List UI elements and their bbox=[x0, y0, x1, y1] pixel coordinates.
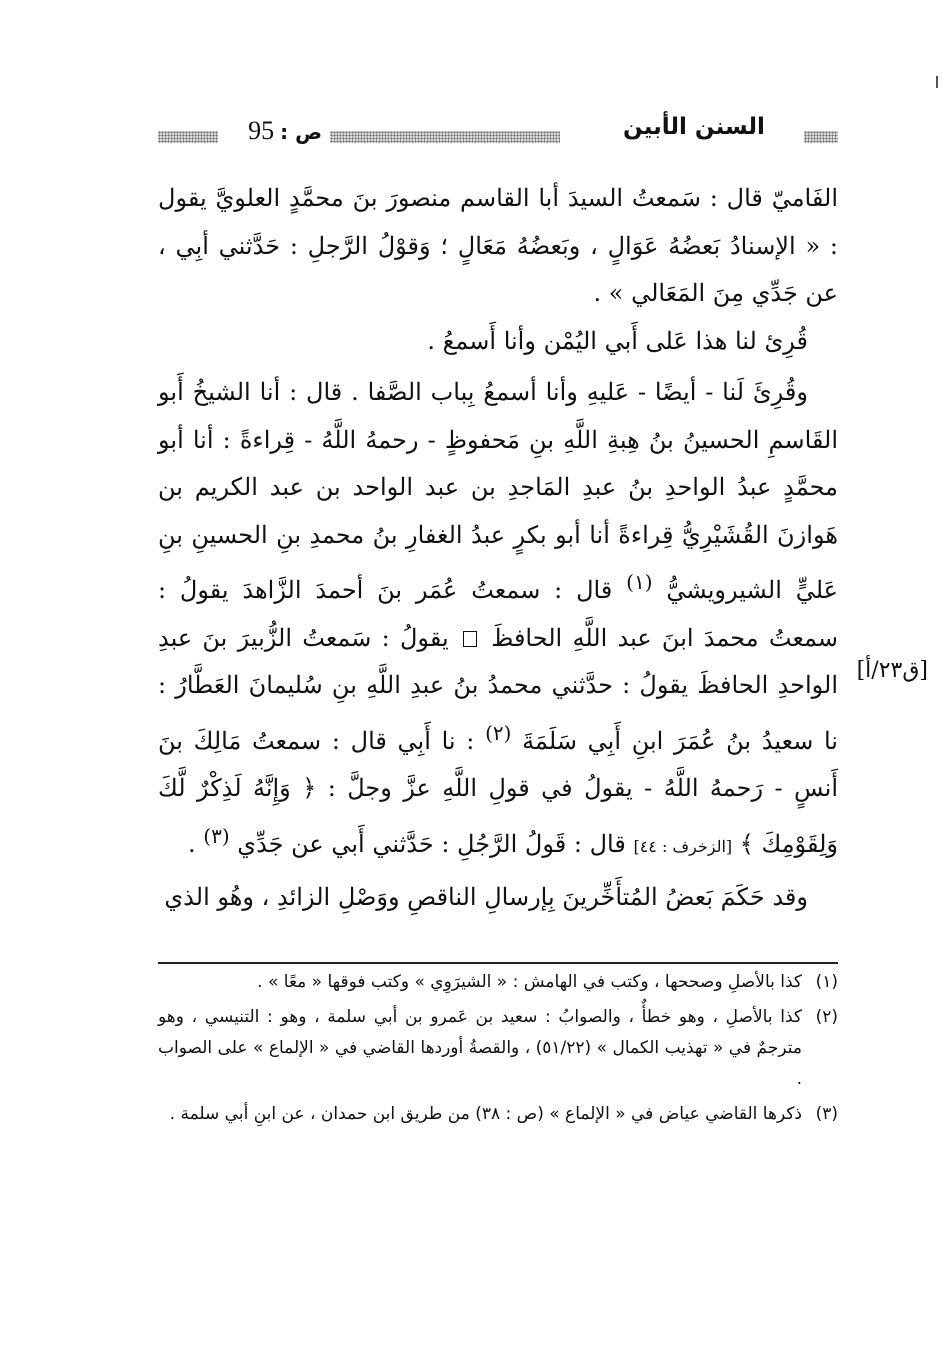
paragraph-3 bbox=[158, 369, 838, 870]
book-title: السنن الأبين bbox=[623, 114, 765, 140]
header-ornament-right bbox=[804, 131, 838, 143]
footnote-1 bbox=[158, 967, 838, 998]
page-label: ص : bbox=[280, 120, 322, 144]
isnad-text-4: : نا أَبِي قال : سمعتُ مَالِكَ بنَ أَنسٍ - رَحمهُ اللَّهُ - يقولُ في قولِ اللَّهِ عزَّ وجلَّ : ﴿ وَإِنَّهُ لَذِكْرٌ لَّكَ وَلِقَوْمِكَ ﴾ bbox=[158, 726, 838, 858]
isnad-text-3: يقولُ : سَمعتُ الزُّبيرَ بنَ عبدِ الواحدِ الحافظَ يقولُ : حدَّثني محمدُ بنُ عبدِ اللَّهِ بنِ سُليمانَ العَطَّارُ : نا سعيدُ بنُ عُمَرَ ابنِ أَبِي سَلَمَةَ bbox=[158, 623, 838, 755]
quran-reference: [الزخرف : ٤٤] bbox=[633, 836, 733, 856]
isnad-text-5: قال : قَولُ الرَّجُلِ : حَدَّثني أَبي عن جَدِّي bbox=[237, 829, 626, 858]
isnad-text-1: وقُرِئَ لَنا - أيضًا - عَليهِ وأنا أسمعُ بِباب الصَّفا . قال : أنا الشيخُ أَبو القَاسمِ الحسينُ بنُ هِبةِ اللَّهِ بنِ مَحفوظٍ - رحمهُ اللَّهُ - قِراءةً : أنا أبو محمَّدٍ عبدُ الواحدِ بنُ عبدِ المَاجدِ بن عبد الواحد بن عبد الكريم بن هَوازنَ القُشَيْرِيُّ قِراءةً أنا أبو بكرٍ عبدُ الغفارِ بنُ محمدِ بنِ الحسينِ بنِ عَليٍّ الشيرويشيُّ bbox=[158, 378, 838, 604]
isnad-text-end: . bbox=[188, 829, 196, 858]
header-ornament-middle bbox=[330, 131, 560, 143]
header-ornament-left bbox=[158, 131, 218, 143]
footnote-text: كذا بالأصلِ وصححها ، وكتب في الهامش : « الشيرَوِي » وكتب فوقها « معًا » . bbox=[257, 972, 802, 992]
main-text bbox=[158, 175, 838, 922]
footnote-text: ذكرها القاضي عياض في « الإلماع » (ص : ٣٨) من طريق ابن حمدان ، عن ابنِ أبي سلمة . bbox=[169, 1104, 802, 1124]
paragraph-2: قُرِئ لنا هذا عَلى أَبي اليُمْن وأنا أَسمعُ . bbox=[427, 326, 808, 355]
page-number: 95 bbox=[248, 116, 275, 145]
paragraph-1: الفَاميّ قال : سَمعتُ السيدَ أبا القاسم منصورَ بنَ محمَّدٍ العلويَّ يقول : « الإسنادُ بَعضُهُ عَوَالٍ ، وبَعضُهُ مَعَالٍ ؛ وَقوْلُ الرَّجلِ : حَدَّثني أبِي ، عن جَدِّي مِنَ المَعَالي » . bbox=[158, 184, 838, 307]
running-header bbox=[158, 112, 838, 152]
footnote-ref-3: (٣) bbox=[203, 823, 230, 848]
scan-mark bbox=[936, 76, 938, 88]
footnote-ref-1: (١) bbox=[626, 570, 653, 594]
footnote-3 bbox=[158, 1099, 838, 1130]
paragraph-4: وقد حَكَمَ بَعضُ المُتأَخِّرينَ بِإرسالِ الناقصِ ووَصْلِ الزائدِ ، وهُو الذي bbox=[164, 883, 808, 911]
footnote-divider bbox=[158, 962, 838, 964]
page-number-group bbox=[226, 116, 322, 146]
footnote-number: (١) bbox=[815, 972, 838, 992]
footnote-number: (٢) bbox=[815, 1007, 838, 1027]
footnote-number: (٣) bbox=[815, 1104, 838, 1124]
footnote-ref-2: (٢) bbox=[485, 720, 512, 745]
folio-marker bbox=[463, 631, 477, 647]
manuscript-folio-note: [ق٢٣/أ] bbox=[856, 658, 928, 683]
footnote-text: كذا بالأصلِ ، وهو خطأٌ ، والصوابُ : سعيد بن عَمرو بن أبي سلمة ، وهو : التنيسي ، وهو مترجمٌ في « تهذيب الكمال » (٥١/٢٢) ، والقصةُ أوردها القاضي في « الإلماع » على الصواب . bbox=[158, 1007, 802, 1089]
footnotes bbox=[158, 967, 838, 1134]
footnote-2 bbox=[158, 1002, 838, 1095]
isnad-text-2: قال : سمعتُ عُمَر بنَ أحمدَ الزَّاهدَ يقولُ : سمعتُ محمدَ ابنَ عبد اللَّهِ الحافظَ bbox=[158, 576, 838, 652]
